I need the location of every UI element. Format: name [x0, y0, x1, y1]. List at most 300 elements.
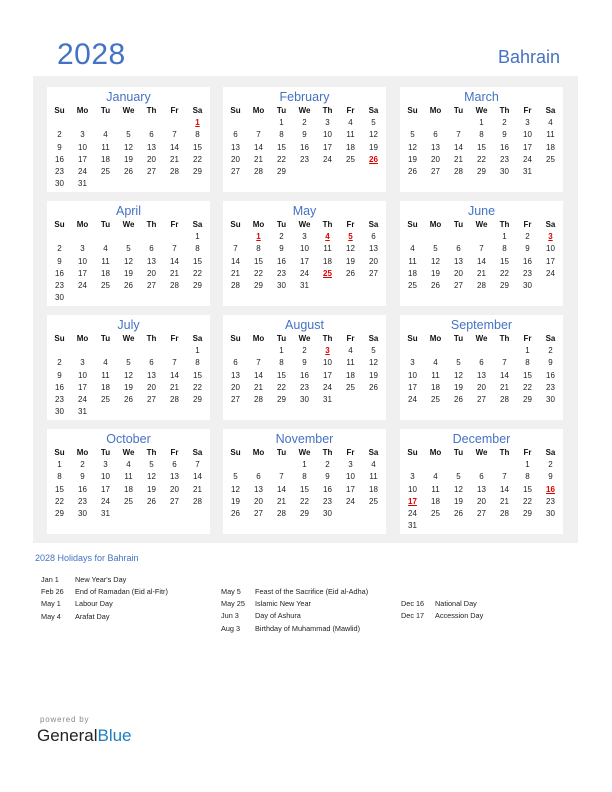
day-cell: 29 [193, 167, 202, 177]
day-cell: 31 [101, 509, 110, 519]
day-cell: 10 [323, 358, 332, 368]
weekday-header: Su [407, 334, 418, 343]
weekday-header: Fr [523, 106, 532, 115]
day-cell: 7 [456, 130, 461, 140]
empty-cell [163, 231, 186, 243]
holiday-list-column [41, 574, 168, 623]
day-cell: 23 [323, 496, 332, 506]
day-cell: 14 [500, 484, 509, 494]
weekday-header: Fr [346, 448, 355, 457]
day-cell: 25 [546, 154, 555, 164]
day-cell: 22 [55, 496, 64, 506]
day-cell: 26 [408, 167, 417, 177]
empty-cell [94, 345, 117, 357]
weekday-header: Tu [276, 448, 287, 457]
day-cell: 9 [325, 472, 330, 482]
day-cell: 9 [502, 130, 507, 140]
day-cell: 16 [546, 370, 555, 380]
day-cell: 15 [193, 256, 202, 266]
empty-cell [424, 459, 447, 471]
weekday-header: We [475, 220, 488, 229]
day-cell: 10 [300, 244, 309, 254]
brand-general: General [37, 726, 98, 745]
day-cell: 18 [546, 142, 555, 152]
month-grid [47, 218, 210, 305]
day-cell: 22 [254, 268, 263, 278]
day-cell: 16 [78, 484, 87, 494]
weekday-header: Mo [252, 334, 265, 343]
holiday-list-item [41, 586, 168, 598]
day-cell: 29 [523, 395, 532, 405]
weekday-header: Fr [346, 220, 355, 229]
day-cell: 16 [523, 256, 532, 266]
holiday-date: Jun 3 [221, 611, 239, 621]
day-cell: 17 [78, 154, 87, 164]
holiday-list-column [221, 586, 368, 635]
day-cell: 9 [279, 244, 284, 254]
month-november [223, 429, 386, 534]
day-cell: 17 [78, 268, 87, 278]
day-cell: 11 [101, 370, 110, 380]
day-cell: 4 [371, 460, 376, 469]
day-cell: 29 [193, 281, 202, 291]
empty-cell [270, 459, 293, 471]
day-cell: 11 [369, 472, 378, 482]
day-cell: 17 [346, 484, 355, 494]
day-cell: 19 [124, 154, 133, 164]
day-cell: 18 [369, 484, 378, 494]
day-cell: 28 [500, 509, 509, 519]
holiday-list-item [221, 623, 368, 635]
day-cell: 28 [277, 509, 286, 519]
month-title: January [106, 90, 151, 104]
weekday-header: We [298, 106, 311, 115]
empty-cell [71, 231, 94, 243]
holiday-name: Day of Ashura [255, 611, 301, 621]
month-title: April [115, 204, 141, 218]
day-cell: 8 [279, 130, 284, 140]
day-cell: 6 [256, 472, 261, 482]
day-cell: 9 [302, 130, 307, 140]
day-cell: 3 [348, 460, 353, 469]
day-cell: 23 [277, 268, 286, 278]
weekday-header: Mo [252, 220, 265, 229]
day-cell: 23 [78, 496, 87, 506]
empty-cell [163, 117, 186, 129]
day-cell: 1 [479, 118, 484, 127]
empty-cell [140, 231, 163, 243]
day-cell: 27 [170, 496, 179, 506]
weekday-header: Sa [545, 334, 556, 343]
day-cell: 23 [300, 154, 309, 164]
day-cell: 29 [477, 167, 486, 177]
day-cell: 25 [101, 395, 110, 405]
weekday-header: Fr [170, 334, 179, 343]
day-cell: 18 [101, 268, 110, 278]
day-cell: 28 [170, 167, 179, 177]
day-cell: 16 [55, 268, 64, 278]
day-cell: 2 [279, 232, 284, 241]
day-cell: 10 [323, 130, 332, 140]
empty-cell [94, 231, 117, 243]
day-cell: 27 [147, 395, 156, 405]
weekday-header: Th [146, 220, 157, 229]
weekday-header: Mo [76, 334, 89, 343]
powered-by-label: powered by [40, 715, 90, 724]
holiday-name: New Year's Day [75, 575, 127, 584]
day-cell: 2 [302, 346, 307, 355]
month-october [47, 429, 210, 534]
day-cell: 1 [195, 346, 200, 355]
day-cell: 4 [103, 358, 108, 368]
holiday-day-cell: 1 [256, 232, 261, 241]
day-cell: 28 [193, 496, 202, 506]
day-cell: 11 [431, 484, 440, 494]
weekday-header: Su [54, 448, 65, 457]
empty-cell [48, 345, 71, 357]
day-cell: 4 [103, 130, 108, 140]
holiday-date: Dec 16 [401, 599, 425, 608]
weekday-header: Sa [368, 220, 379, 229]
day-cell: 1 [57, 460, 62, 469]
day-cell: 25 [431, 509, 440, 519]
day-cell: 22 [193, 382, 202, 392]
weekday-header: Mo [76, 448, 89, 457]
weekday-header: Th [146, 448, 157, 457]
day-cell: 29 [300, 509, 309, 519]
empty-cell [401, 459, 424, 471]
day-cell: 24 [78, 167, 87, 177]
day-cell: 8 [279, 358, 284, 368]
day-cell: 23 [500, 154, 509, 164]
day-cell: 6 [233, 130, 238, 140]
day-cell: 14 [254, 142, 263, 152]
day-cell: 12 [124, 370, 133, 380]
day-cell: 3 [525, 118, 530, 127]
day-cell: 8 [57, 472, 62, 482]
day-cell: 3 [80, 358, 85, 368]
holiday-day-cell: 5 [348, 232, 353, 241]
day-cell: 17 [523, 142, 532, 152]
day-cell: 24 [523, 154, 532, 164]
day-cell: 27 [369, 268, 378, 278]
holiday-name: End of Ramadan (Eid al-Fitr) [75, 587, 168, 597]
weekday-header: Tu [453, 106, 464, 115]
day-cell: 20 [170, 484, 179, 494]
day-cell: 21 [477, 268, 486, 278]
day-cell: 14 [254, 370, 263, 380]
holiday-list-item [41, 598, 168, 610]
day-cell: 11 [408, 256, 417, 266]
day-cell: 14 [170, 142, 179, 152]
holiday-name: Islamic New Year [255, 599, 311, 609]
day-cell: 1 [279, 346, 284, 355]
day-cell: 26 [231, 509, 240, 519]
day-cell: 21 [170, 154, 179, 164]
day-cell: 29 [193, 395, 202, 405]
empty-cell [48, 231, 71, 243]
day-cell: 8 [195, 130, 200, 140]
day-cell: 28 [170, 395, 179, 405]
day-cell: 9 [548, 472, 553, 482]
day-cell: 25 [101, 281, 110, 291]
weekday-header: Th [322, 334, 333, 343]
day-cell: 28 [500, 395, 509, 405]
empty-cell [247, 459, 270, 471]
weekday-header: Mo [429, 334, 442, 343]
day-cell: 7 [279, 472, 284, 482]
month-grid [47, 332, 210, 419]
weekday-header: Su [407, 106, 418, 115]
day-cell: 3 [302, 232, 307, 241]
day-cell: 2 [302, 118, 307, 127]
day-cell: 5 [410, 130, 415, 140]
empty-cell [447, 345, 470, 357]
weekday-header: We [298, 448, 311, 457]
day-cell: 16 [500, 142, 509, 152]
day-cell: 21 [231, 268, 240, 278]
weekday-header: Fr [523, 448, 532, 457]
day-cell: 25 [369, 496, 378, 506]
day-cell: 21 [500, 382, 509, 392]
empty-cell [71, 345, 94, 357]
day-cell: 18 [346, 142, 355, 152]
day-cell: 23 [55, 281, 64, 291]
day-cell: 13 [369, 244, 378, 254]
day-cell: 22 [500, 268, 509, 278]
day-cell: 11 [124, 472, 133, 482]
day-cell: 17 [323, 142, 332, 152]
day-cell: 3 [80, 130, 85, 140]
holiday-name: Labour Day [75, 599, 113, 609]
day-cell: 28 [477, 281, 486, 291]
day-cell: 5 [126, 358, 131, 368]
weekday-header: We [122, 220, 135, 229]
day-cell: 29 [277, 395, 286, 405]
day-cell: 16 [277, 256, 286, 266]
month-grid [223, 332, 386, 406]
day-cell: 17 [101, 484, 110, 494]
day-cell: 18 [101, 154, 110, 164]
empty-cell [493, 345, 516, 357]
day-cell: 30 [55, 293, 64, 303]
weekday-header: Th [322, 106, 333, 115]
weekday-header: Th [322, 220, 333, 229]
month-december [400, 429, 563, 534]
day-cell: 26 [346, 268, 355, 278]
holiday-day-cell: 17 [408, 496, 417, 506]
month-title: October [106, 432, 151, 446]
day-cell: 21 [277, 496, 286, 506]
day-cell: 2 [548, 346, 553, 355]
day-cell: 19 [408, 154, 417, 164]
day-cell: 30 [78, 509, 87, 519]
holiday-list-item [221, 610, 368, 622]
weekday-header: Fr [523, 220, 532, 229]
day-cell: 25 [408, 281, 417, 291]
day-cell: 18 [431, 496, 440, 506]
holiday-name: Feast of the Sacrifice (Eid al-Adha) [255, 587, 369, 596]
day-cell: 31 [523, 167, 532, 177]
month-title: February [279, 90, 330, 104]
month-grid [400, 218, 563, 292]
day-cell: 20 [431, 154, 440, 164]
weekday-header: Mo [252, 106, 265, 115]
day-cell: 10 [408, 370, 417, 380]
day-cell: 25 [431, 395, 440, 405]
weekday-header: Fr [170, 448, 179, 457]
day-cell: 30 [500, 167, 509, 177]
holiday-name: National Day [435, 599, 477, 608]
day-cell: 6 [456, 244, 461, 254]
day-cell: 12 [346, 244, 355, 254]
day-cell: 3 [103, 460, 108, 469]
weekday-header: Mo [76, 220, 89, 229]
day-cell: 2 [525, 232, 530, 241]
day-cell: 11 [323, 244, 332, 254]
day-cell: 22 [300, 496, 309, 506]
weekday-header: Th [499, 220, 510, 229]
weekday-header: Th [322, 448, 333, 457]
day-cell: 14 [170, 370, 179, 380]
day-cell: 5 [371, 346, 376, 355]
day-cell: 21 [193, 484, 202, 494]
day-cell: 6 [433, 130, 438, 140]
day-cell: 23 [55, 395, 64, 405]
month-grid [400, 104, 563, 178]
empty-cell [247, 117, 270, 129]
day-cell: 5 [233, 472, 238, 482]
weekday-header: Sa [192, 334, 203, 343]
day-cell: 4 [103, 244, 108, 254]
day-cell: 19 [124, 268, 133, 278]
day-cell: 16 [55, 382, 64, 392]
day-cell: 5 [149, 460, 154, 469]
day-cell: 19 [147, 484, 156, 494]
day-cell: 9 [80, 472, 85, 482]
day-cell: 7 [256, 130, 261, 140]
month-june [400, 201, 563, 306]
day-cell: 18 [408, 268, 417, 278]
day-cell: 1 [502, 232, 507, 241]
day-cell: 19 [454, 496, 463, 506]
weekday-header: Th [146, 106, 157, 115]
day-cell: 15 [500, 256, 509, 266]
year-title: 2028 [57, 38, 126, 71]
day-cell: 27 [231, 395, 240, 405]
generalblue-logo[interactable] [37, 726, 132, 746]
day-cell: 17 [546, 256, 555, 266]
day-cell: 26 [124, 395, 133, 405]
weekday-header: Th [146, 334, 157, 343]
day-cell: 2 [80, 460, 85, 469]
month-september [400, 315, 563, 420]
day-cell: 18 [323, 256, 332, 266]
empty-cell [117, 345, 140, 357]
weekday-header: Mo [252, 448, 265, 457]
empty-cell [493, 459, 516, 471]
holiday-list-item [221, 598, 368, 610]
day-cell: 2 [502, 118, 507, 127]
day-cell: 12 [124, 142, 133, 152]
day-cell: 6 [479, 358, 484, 368]
day-cell: 10 [78, 142, 87, 152]
day-cell: 6 [149, 130, 154, 140]
day-cell: 24 [408, 509, 417, 519]
day-cell: 25 [346, 382, 355, 392]
day-cell: 16 [55, 154, 64, 164]
day-cell: 5 [126, 244, 131, 254]
day-cell: 26 [147, 496, 156, 506]
day-cell: 13 [231, 142, 240, 152]
weekday-header: Tu [276, 106, 287, 115]
day-cell: 27 [431, 167, 440, 177]
day-cell: 13 [454, 256, 463, 266]
empty-cell [470, 231, 493, 243]
day-cell: 24 [346, 496, 355, 506]
holiday-date: May 4 [41, 611, 61, 621]
day-cell: 27 [254, 509, 263, 519]
day-cell: 19 [454, 382, 463, 392]
day-cell: 4 [433, 358, 438, 368]
month-january [47, 87, 210, 192]
day-cell: 14 [193, 472, 202, 482]
weekday-header: Su [54, 334, 65, 343]
weekday-header: Su [230, 220, 241, 229]
day-cell: 10 [78, 256, 87, 266]
day-cell: 27 [477, 395, 486, 405]
weekday-header: Tu [453, 448, 464, 457]
day-cell: 28 [170, 281, 179, 291]
day-cell: 31 [300, 281, 309, 291]
month-february [223, 87, 386, 192]
day-cell: 12 [124, 256, 133, 266]
weekday-header: Fr [170, 220, 179, 229]
weekday-header: Tu [100, 334, 111, 343]
weekday-header: We [475, 106, 488, 115]
day-cell: 30 [546, 509, 555, 519]
day-cell: 23 [523, 268, 532, 278]
empty-cell [140, 345, 163, 357]
day-cell: 15 [523, 370, 532, 380]
day-cell: 18 [101, 382, 110, 392]
day-cell: 28 [231, 281, 240, 291]
weekday-header: Su [54, 106, 65, 115]
day-cell: 22 [277, 154, 286, 164]
day-cell: 5 [126, 130, 131, 140]
day-cell: 23 [546, 382, 555, 392]
day-cell: 2 [548, 460, 553, 469]
weekday-header: Mo [429, 448, 442, 457]
day-cell: 11 [546, 130, 555, 140]
day-cell: 3 [80, 244, 85, 254]
day-cell: 25 [124, 496, 133, 506]
day-cell: 5 [456, 472, 461, 482]
day-cell: 19 [431, 268, 440, 278]
day-cell: 9 [57, 142, 62, 152]
holiday-day-cell: 3 [548, 232, 553, 241]
day-cell: 29 [277, 167, 286, 177]
day-cell: 12 [369, 358, 378, 368]
day-cell: 26 [454, 395, 463, 405]
weekday-header: Sa [368, 334, 379, 343]
weekday-header: Fr [170, 106, 179, 115]
holiday-date: Aug 3 [221, 623, 241, 633]
day-cell: 7 [233, 244, 238, 254]
day-cell: 24 [300, 268, 309, 278]
holiday-list-item [401, 598, 483, 610]
day-cell: 8 [302, 472, 307, 482]
